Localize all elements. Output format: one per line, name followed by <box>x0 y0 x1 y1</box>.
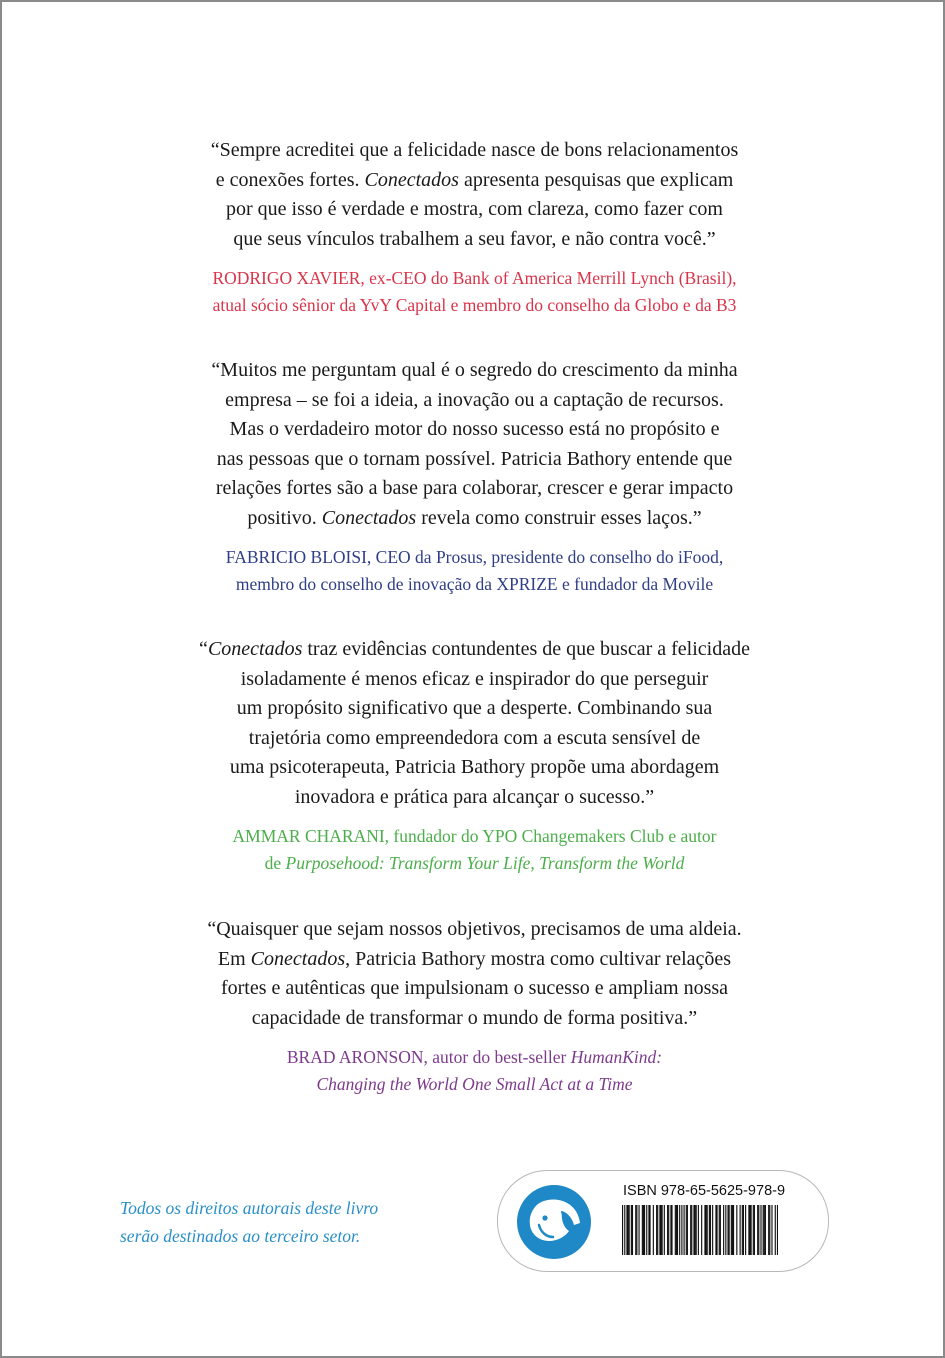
quote-attribution: AMMAR CHARANI, fundador do YPO Changemakers Club e autor de Purposehood: Transform Your Life, Transform the World <box>232 826 717 873</box>
isbn-barcode-panel <box>497 1170 829 1272</box>
isbn-number: ISBN 978-65-5625-978-9 <box>623 1183 786 1199</box>
barcode-bar <box>715 1205 716 1255</box>
barcode-bar <box>631 1205 632 1255</box>
barcode-bar <box>707 1205 708 1255</box>
barcode-bar <box>725 1205 726 1255</box>
barcode-bar <box>656 1205 657 1255</box>
quote-block-2 <box>2 356 945 598</box>
barcode-bar <box>720 1205 721 1255</box>
barcode-bar <box>668 1205 669 1255</box>
barcode-bar <box>632 1205 633 1255</box>
barcode-bar <box>675 1205 676 1255</box>
barcode-bar <box>723 1205 724 1255</box>
quote-text: “Sempre acreditei que a felicidade nasce de bons relacionamentos e conexões fortes. Conectados apresenta pesquisas que explicam por que isso é verdade e mostra, com clareza, como fazer com que seus vínculos trabalhem a seu favor, e não contra você.” <box>210 139 739 250</box>
barcode-bar <box>701 1205 702 1255</box>
barcode-bar <box>676 1205 677 1255</box>
barcode-bar <box>758 1205 759 1255</box>
barcode-bar <box>629 1205 630 1255</box>
barcode-bar <box>635 1205 636 1255</box>
barcode-bar <box>679 1205 680 1255</box>
barcode-bar <box>777 1205 778 1255</box>
barcode-bar <box>643 1205 644 1255</box>
barcode-bar <box>696 1205 697 1255</box>
barcode-bar <box>648 1205 649 1255</box>
quote-attribution: BRAD ARONSON, autor do best-seller HumanKind: Changing the World One Small Act at a Time <box>286 1047 663 1094</box>
barcode-bar <box>760 1205 761 1255</box>
barcode-bar <box>624 1205 625 1255</box>
barcode-bar <box>751 1205 752 1255</box>
quote-text: “Quaisquer que sejam nossos objetivos, precisamos de uma aldeia. Em Conectados, Patricia Bathory mostra como cultivar relações fortes e autênticas que impulsionam o sucesso e ampliam nossa capacidade de transformar o mundo de forma positiva.” <box>207 918 742 1029</box>
barcode-bar <box>693 1205 694 1255</box>
barcode-bar <box>638 1205 639 1255</box>
barcode-bar <box>732 1205 733 1255</box>
barcode-bar <box>753 1205 754 1255</box>
barcode-bar <box>677 1205 678 1255</box>
barcode-bar <box>771 1205 772 1255</box>
barcode-bar <box>743 1205 744 1255</box>
barcode-bar <box>662 1205 663 1255</box>
barcode-bar <box>736 1205 737 1255</box>
barcode-bar <box>764 1205 765 1255</box>
barcode-bar <box>691 1205 692 1255</box>
barcode-bar <box>742 1205 743 1255</box>
barcode-bar <box>729 1205 730 1255</box>
barcode-bar <box>626 1205 627 1255</box>
barcode-bar <box>659 1205 660 1255</box>
quote-block-4 <box>2 915 945 1098</box>
quote-attribution: FABRICIO BLOISI, CEO da Prosus, presidente do conselho do iFood, membro do conselho de inovação da XPRIZE e fundador da Movile <box>225 547 724 594</box>
barcode-bar <box>627 1205 628 1255</box>
barcode-bar <box>754 1205 755 1255</box>
barcode-bar <box>684 1205 685 1255</box>
barcode-bar <box>775 1205 776 1255</box>
barcode-bar <box>716 1205 717 1255</box>
barcode-bar <box>763 1205 764 1255</box>
barcode-bar <box>727 1205 728 1255</box>
barcode-bar <box>710 1205 711 1255</box>
barcode-bar <box>765 1205 766 1255</box>
barcode-bar <box>698 1205 699 1255</box>
barcode-bar <box>719 1205 720 1255</box>
barcode-bar <box>660 1205 661 1255</box>
quote-text: “Conectados traz evidências contundentes de que buscar a felicidade isoladamente é menos eficaz e inspirador do que perseguir um propósito significativo que a desperte. Combinando sua trajetória como empreendedora com a escuta sensível de uma psicoterapeuta, Patricia Bathory propõe uma abordagem inovadora e prática para alcançar o sucesso.” <box>199 638 750 808</box>
barcode-bar <box>686 1205 687 1255</box>
barcode-bar <box>768 1205 769 1255</box>
barcode-bar <box>745 1205 746 1255</box>
barcode-bar <box>695 1205 696 1255</box>
barcode-bar <box>636 1205 637 1255</box>
quote-block-3 <box>2 635 945 877</box>
barcode-bar <box>657 1205 658 1255</box>
barcode-bar <box>646 1205 647 1255</box>
barcode-bar <box>757 1205 758 1255</box>
barcode-bar <box>649 1205 650 1255</box>
barcode-bar <box>731 1205 732 1255</box>
quote-attribution: RODRIGO XAVIER, ex-CEO do Bank of America Merrill Lynch (Brasil), atual sócio sênior da YvY Capital e membro do conselho da Globo e da B3 <box>212 268 737 315</box>
barcode-bar <box>681 1205 682 1255</box>
rights-note: Todos os direitos autorais deste livro serão destinados ao terceiro setor. <box>120 1198 379 1246</box>
barcode-bar <box>670 1205 671 1255</box>
barcode-bar <box>748 1205 749 1255</box>
barcode-bar <box>664 1205 665 1255</box>
barcode-bar <box>749 1205 750 1255</box>
barcode-bar <box>622 1205 623 1255</box>
barcode-bar <box>687 1205 688 1255</box>
barcode-bar <box>690 1205 691 1255</box>
barcode-bar <box>704 1205 705 1255</box>
barcode-bar <box>769 1205 770 1255</box>
barcode-bar <box>653 1205 654 1255</box>
barcode-bar <box>671 1205 672 1255</box>
barcode-bar <box>667 1205 668 1255</box>
barcode-bar <box>712 1205 713 1255</box>
barcode-bar <box>733 1205 734 1255</box>
barcode-bar <box>644 1205 645 1255</box>
barcode-bar <box>709 1205 710 1255</box>
barcode-bar <box>740 1205 741 1255</box>
barcode-bar <box>705 1205 706 1255</box>
dog-head-icon <box>517 1185 591 1259</box>
quote-text: “Muitos me perguntam qual é o segredo do crescimento da minha empresa – se foi a ideia, a inovação ou a captação de recursos. Mas o verdadeiro motor do nosso sucesso está no propósito e nas pessoas que o tornam possível. Patricia Bathory entende que relações fortes são a base para colaborar, crescer e gerar impacto positivo. Conectados revela como construir esses laços.” <box>211 359 738 529</box>
quote-block-1 <box>2 136 945 319</box>
barcode-icon <box>622 1205 778 1255</box>
barcode-bar <box>642 1205 643 1255</box>
